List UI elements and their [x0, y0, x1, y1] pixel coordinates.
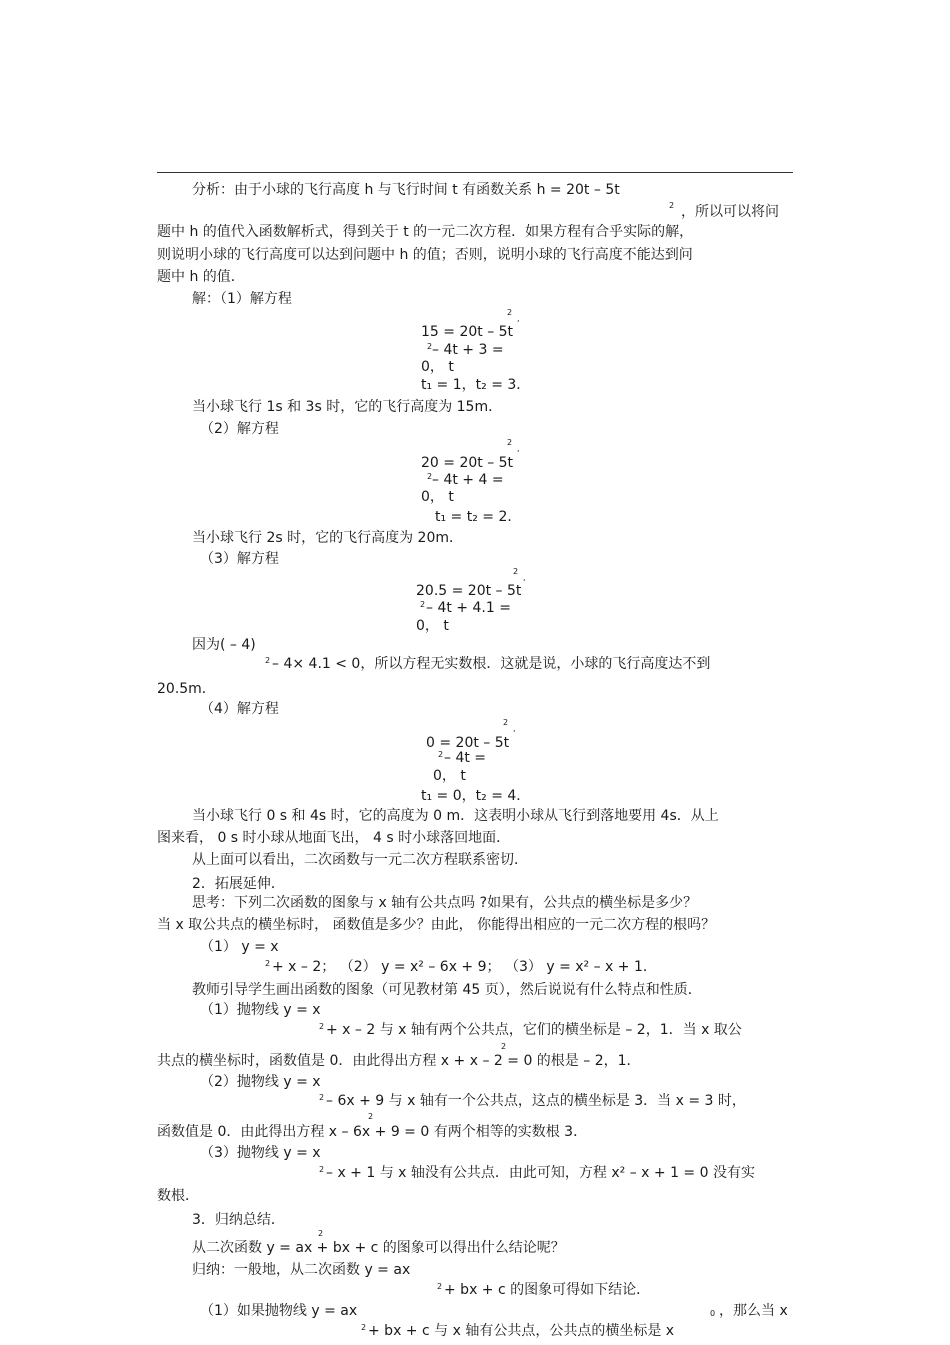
text-line: – 4t + 4 =	[432, 472, 504, 488]
text-line: 题中 h 的值代入函数解析式，得到关于 t 的一元二次方程．如果方程有合乎实际的解，	[157, 224, 694, 240]
text-line: （1） y = x	[200, 939, 279, 955]
text-line: （3）解方程	[200, 551, 279, 567]
superscript: 2	[427, 342, 433, 351]
text-line: 当小球飞行 2s 时，它的飞行高度为 20m．	[192, 530, 464, 546]
superscript: 2	[319, 1093, 325, 1102]
text-line: + x – 2； （2） y = x² – 6x + 9； （3） y = x² – x + 1．	[272, 959, 657, 975]
text-line: + bx + c 的图象可得如下结论．	[444, 1282, 651, 1298]
text-line: （3）抛物线 y = x	[200, 1145, 321, 1161]
text-line: + x – 2 与 x 轴有两个公共点，它们的横坐标是 – 2，1．当 x 取公	[326, 1022, 742, 1038]
text-line: 题中 h 的值．	[157, 269, 245, 285]
superscript: 2	[361, 1323, 367, 1332]
superscript: 2	[319, 1022, 325, 1031]
text-line: 因为( – 4)	[192, 637, 256, 653]
text-line: – 4t + 4.1 =	[426, 600, 511, 616]
text-line: 0， t	[416, 618, 449, 634]
superscript: ,	[513, 724, 516, 733]
superscript: 2	[438, 750, 444, 759]
superscript: 0	[710, 1309, 716, 1318]
text-line: 当小球飞行 1s 和 3s 时，它的飞行高度为 15m．	[192, 399, 503, 415]
text-line: 0 = 20t – 5t	[426, 735, 510, 751]
text-line: （2）解方程	[200, 421, 279, 437]
header-rule	[157, 172, 793, 173]
superscript: 2	[669, 201, 675, 210]
text-line: t₁ = t₂ = 2．	[435, 509, 522, 525]
text-line: – 4t =	[444, 750, 487, 766]
superscript: 2	[507, 308, 513, 317]
text-line: 则说明小球的飞行高度可以达到问题中 h 的值；否则，说明小球的飞行高度不能达到问	[157, 247, 693, 263]
text-line: – 4× 4.1 < 0，所以方程无实数根．这就是说，小球的飞行高度达不到	[272, 656, 711, 672]
text-line: 20.5 = 20t – 5t	[416, 583, 522, 599]
text-line: 0， t	[433, 768, 466, 784]
text-line: （1）如果抛物线 y = ax	[200, 1303, 358, 1319]
text-line: 0， t	[421, 359, 454, 375]
text-line: – x + 1 与 x 轴没有公共点．由此可知，方程 x² – x + 1 = 0 没有实	[326, 1165, 755, 1181]
text-line: 当小球飞行 0 s 和 4s 时，它的高度为 0 m．这表明小球从飞行到落地要用 4s．从上	[192, 808, 719, 824]
superscript: 2	[318, 1229, 324, 1238]
text-line: 2．拓展延伸．	[192, 876, 285, 892]
text-line: 归纳：一般地，从二次函数 y = ax	[192, 1262, 411, 1278]
superscript: 2	[420, 600, 426, 609]
text-line: （4）解方程	[200, 701, 279, 717]
superscript: ,	[517, 444, 520, 453]
text-line: 函数值是 0．由此得出方程 x – 6x + 9 = 0 有两个相等的实数根 3．	[157, 1124, 588, 1140]
text-line: 解：（1）解方程	[192, 291, 292, 307]
superscript: 2	[513, 567, 519, 576]
text-line: （1）抛物线 y = x	[200, 1002, 321, 1018]
text-line: 20 = 20t – 5t	[421, 455, 514, 471]
text-line: – 4t + 3 =	[432, 342, 504, 358]
superscript: 2	[503, 718, 509, 727]
text-line: ，所以可以将问	[681, 204, 779, 220]
text-line: t₁ = 1，t₂ = 3．	[421, 377, 531, 393]
text-line: 教师引导学生画出函数的图象（可见教材第 45 页），然后说说有什么特点和性质．	[192, 982, 702, 998]
text-line: – 6x + 9 与 x 轴有一个公共点，这点的横坐标是 3．当 x = 3 时，	[326, 1093, 746, 1109]
text-line: 图来看， 0 s 时小球从地面飞出， 4 s 时小球落回地面．	[157, 830, 511, 846]
superscript: 2	[265, 959, 271, 968]
text-line: 0， t	[421, 489, 454, 505]
text-line: 从上面可以看出，二次函数与一元二次方程联系密切．	[192, 852, 528, 868]
text-line: 当 x 取公共点的横坐标时， 函数值是多少？由此， 你能得出相应的一元二次方程的根吗？	[157, 917, 716, 933]
text-line: 数根．	[157, 1188, 199, 1204]
text-line: 3．归纳总结．	[192, 1212, 285, 1228]
superscript: 2	[437, 1282, 443, 1291]
superscript: 2	[265, 656, 271, 665]
text-line: t₁ = 0，t₂ = 4．	[421, 788, 531, 804]
text-line: 20.5m．	[157, 681, 216, 697]
text-line: 共点的横坐标时，函数值是 0．由此得出方程 x + x – 2 = 0 的根是 – 2，1．	[157, 1053, 641, 1069]
text-line: 分析：由于小球的飞行高度 h 与飞行时间 t 有函数关系 h = 20t – 5t	[192, 182, 620, 198]
superscript: ,	[517, 314, 520, 323]
text-line: 15 = 20t – 5t	[421, 324, 514, 340]
text-line: 从二次函数 y = ax + bx + c 的图象可以得出什么结论呢？	[192, 1240, 565, 1256]
text-line: ，那么当 x	[719, 1303, 788, 1319]
text-line: （2）抛物线 y = x	[200, 1074, 321, 1090]
superscript: 2	[319, 1165, 325, 1174]
text-line: + bx + c 与 x 轴有公共点，公共点的横坐标是 x	[368, 1323, 675, 1339]
text-line: 思考：下列二次函数的图象与 x 轴有公共点吗 ?如果有，公共点的横坐标是多少？	[192, 895, 698, 911]
superscript: 2	[427, 472, 433, 481]
superscript: 2	[501, 1042, 507, 1051]
superscript: 2	[368, 1112, 374, 1121]
superscript: 2	[507, 438, 513, 447]
superscript: ,	[523, 573, 526, 582]
